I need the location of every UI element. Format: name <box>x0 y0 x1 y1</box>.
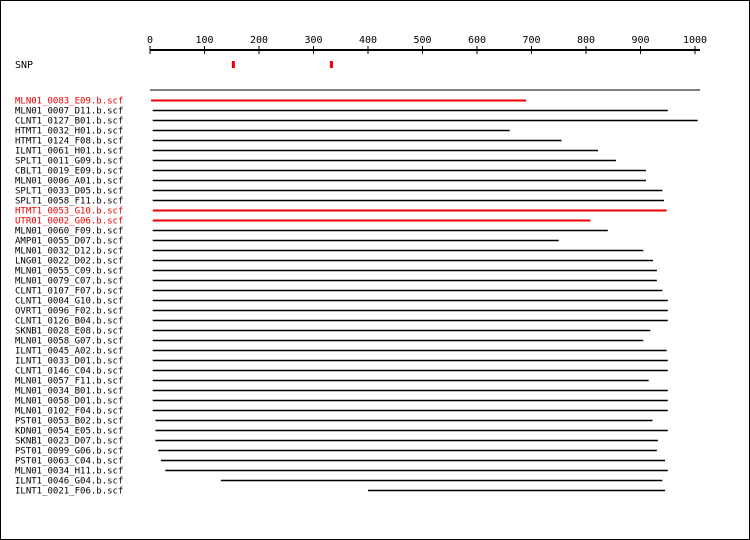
read-row <box>15 217 590 227</box>
read-name[interactable]: UTR01_0002_G06.b.scf <box>15 216 124 227</box>
read-name[interactable]: MLN01_0058_G07.b.scf <box>15 336 124 347</box>
position-ruler <box>147 35 707 54</box>
read-row <box>15 247 643 257</box>
read-row <box>15 127 510 137</box>
read-row <box>15 417 652 427</box>
read-row <box>15 237 559 247</box>
read-name[interactable]: HTMT1_0032_H01.b.scf <box>15 126 124 137</box>
read-row <box>15 337 643 347</box>
read-row <box>15 377 649 387</box>
read-row <box>15 297 668 307</box>
ruler-tick-label: 900 <box>631 35 650 46</box>
ruler-tick-label: 200 <box>249 35 269 46</box>
read-name[interactable]: SPLT1_0033_D05.b.scf <box>15 186 124 197</box>
read-name[interactable]: CLNT1_0126_B04.b.scf <box>15 316 124 327</box>
read-row <box>15 97 526 107</box>
ruler-tick-label: 1000 <box>682 35 708 46</box>
read-row <box>15 267 657 277</box>
read-row <box>15 167 646 177</box>
read-row <box>15 287 662 297</box>
read-name[interactable]: KDN01_0054_E05.b.scf <box>15 426 124 437</box>
snp-marker <box>330 61 333 68</box>
read-name[interactable]: MLN01_0007_D11.b.scf <box>15 106 124 117</box>
read-name[interactable]: ILNT1_0033_D01.b.scf <box>15 356 124 367</box>
read-row <box>15 357 668 367</box>
read-row <box>15 157 616 167</box>
read-row <box>15 177 646 187</box>
ruler-tick-label: 600 <box>467 35 487 46</box>
read-name[interactable]: MLN01_0102_F04.b.scf <box>15 406 124 417</box>
read-name[interactable]: OVRT1_0096_F02.b.scf <box>15 306 124 317</box>
read-name[interactable]: PST01_0053_B02.b.scf <box>15 416 124 427</box>
read-name[interactable]: CLNT1_0004_G10.b.scf <box>15 296 124 307</box>
read-list <box>15 97 698 497</box>
ruler-tick-label: 400 <box>358 35 378 46</box>
read-name[interactable]: MLN01_0032_D12.b.scf <box>15 246 124 257</box>
ruler-tick-label: 100 <box>195 35 214 46</box>
read-row <box>15 207 667 217</box>
read-name[interactable]: SPLT1_0058_F11.b.scf <box>15 196 124 207</box>
read-row <box>15 327 650 337</box>
read-row <box>15 367 668 377</box>
read-name[interactable]: HTMT1_0053_G10.b.scf <box>15 206 124 217</box>
snp-track <box>15 60 333 71</box>
read-row <box>15 197 664 207</box>
read-row <box>15 317 668 327</box>
ruler-tick-label: 800 <box>576 35 596 46</box>
read-row <box>15 487 665 497</box>
read-name[interactable]: MLN01_0034_H11.b.scf <box>15 466 124 477</box>
read-name[interactable]: ILNT1_0061_H01.b.scf <box>15 146 124 157</box>
snp-track-label: SNP <box>15 60 34 71</box>
read-row <box>15 467 668 477</box>
read-row <box>15 427 668 437</box>
ruler-tick-label: 500 <box>413 35 432 46</box>
read-row <box>15 257 653 267</box>
read-row <box>15 397 668 407</box>
read-name[interactable]: MLN01_0083_E09.b.scf <box>15 96 124 107</box>
read-name[interactable]: CLNT1_0146_C04.b.scf <box>15 366 124 377</box>
read-name[interactable]: SKNB1_0028_E08.b.scf <box>15 326 124 337</box>
ruler-tick-label: 700 <box>522 35 541 46</box>
read-name[interactable]: PST01_0063_C04.b.scf <box>15 456 124 467</box>
read-row <box>15 437 658 447</box>
read-name[interactable]: MLN01_0057_F11.b.scf <box>15 376 124 387</box>
read-row <box>15 457 665 467</box>
read-name[interactable]: PST01_0099_G06.b.scf <box>15 446 124 457</box>
read-name[interactable]: CBLT1_0019_E09.b.scf <box>15 166 124 177</box>
read-name[interactable]: LNG01_0022_D02.b.scf <box>15 256 124 267</box>
read-row <box>15 187 662 197</box>
read-name[interactable]: HTMT1_0124_F08.b.scf <box>15 136 124 147</box>
read-name[interactable]: SKNB1_0023_D07.b.scf <box>15 436 124 447</box>
read-row <box>15 107 668 117</box>
read-row <box>15 407 668 417</box>
read-row <box>15 447 657 457</box>
read-row <box>15 477 662 487</box>
read-row <box>15 387 668 397</box>
read-name[interactable]: MLN01_0034_B01.b.scf <box>15 386 124 397</box>
read-name[interactable]: CLNT1_0127_B01.b.scf <box>15 116 124 127</box>
read-row <box>15 147 598 157</box>
read-name[interactable]: AMP01_0055_D07.b.scf <box>15 236 124 247</box>
read-name[interactable]: MLN01_0055_C09.b.scf <box>15 266 124 277</box>
ruler-tick-label: 0 <box>146 35 154 46</box>
read-name[interactable]: SPLT1_0011_G09.b.scf <box>15 156 124 167</box>
read-name[interactable]: ILNT1_0046_G04.b.scf <box>15 476 124 487</box>
snp-marker <box>232 61 235 68</box>
read-row <box>15 117 698 127</box>
read-row <box>15 227 608 237</box>
read-name[interactable]: ILNT1_0045_A02.b.scf <box>15 346 124 357</box>
read-name[interactable]: MLN01_0006_A01.b.scf <box>15 176 124 187</box>
read-row <box>15 277 657 287</box>
read-name[interactable]: MLN01_0058_D01.b.scf <box>15 396 124 407</box>
read-row <box>15 347 667 357</box>
read-name[interactable]: MLN01_0060_F09.b.scf <box>15 226 124 237</box>
read-name[interactable]: ILNT1_0021_F06.b.scf <box>15 486 124 497</box>
read-row <box>15 137 561 147</box>
ruler-tick-label: 300 <box>304 35 323 46</box>
read-name[interactable]: CLNT1_0107_F07.b.scf <box>15 286 124 297</box>
read-name[interactable]: MLN01_0079_C07.b.scf <box>15 276 124 287</box>
read-row <box>15 307 668 317</box>
